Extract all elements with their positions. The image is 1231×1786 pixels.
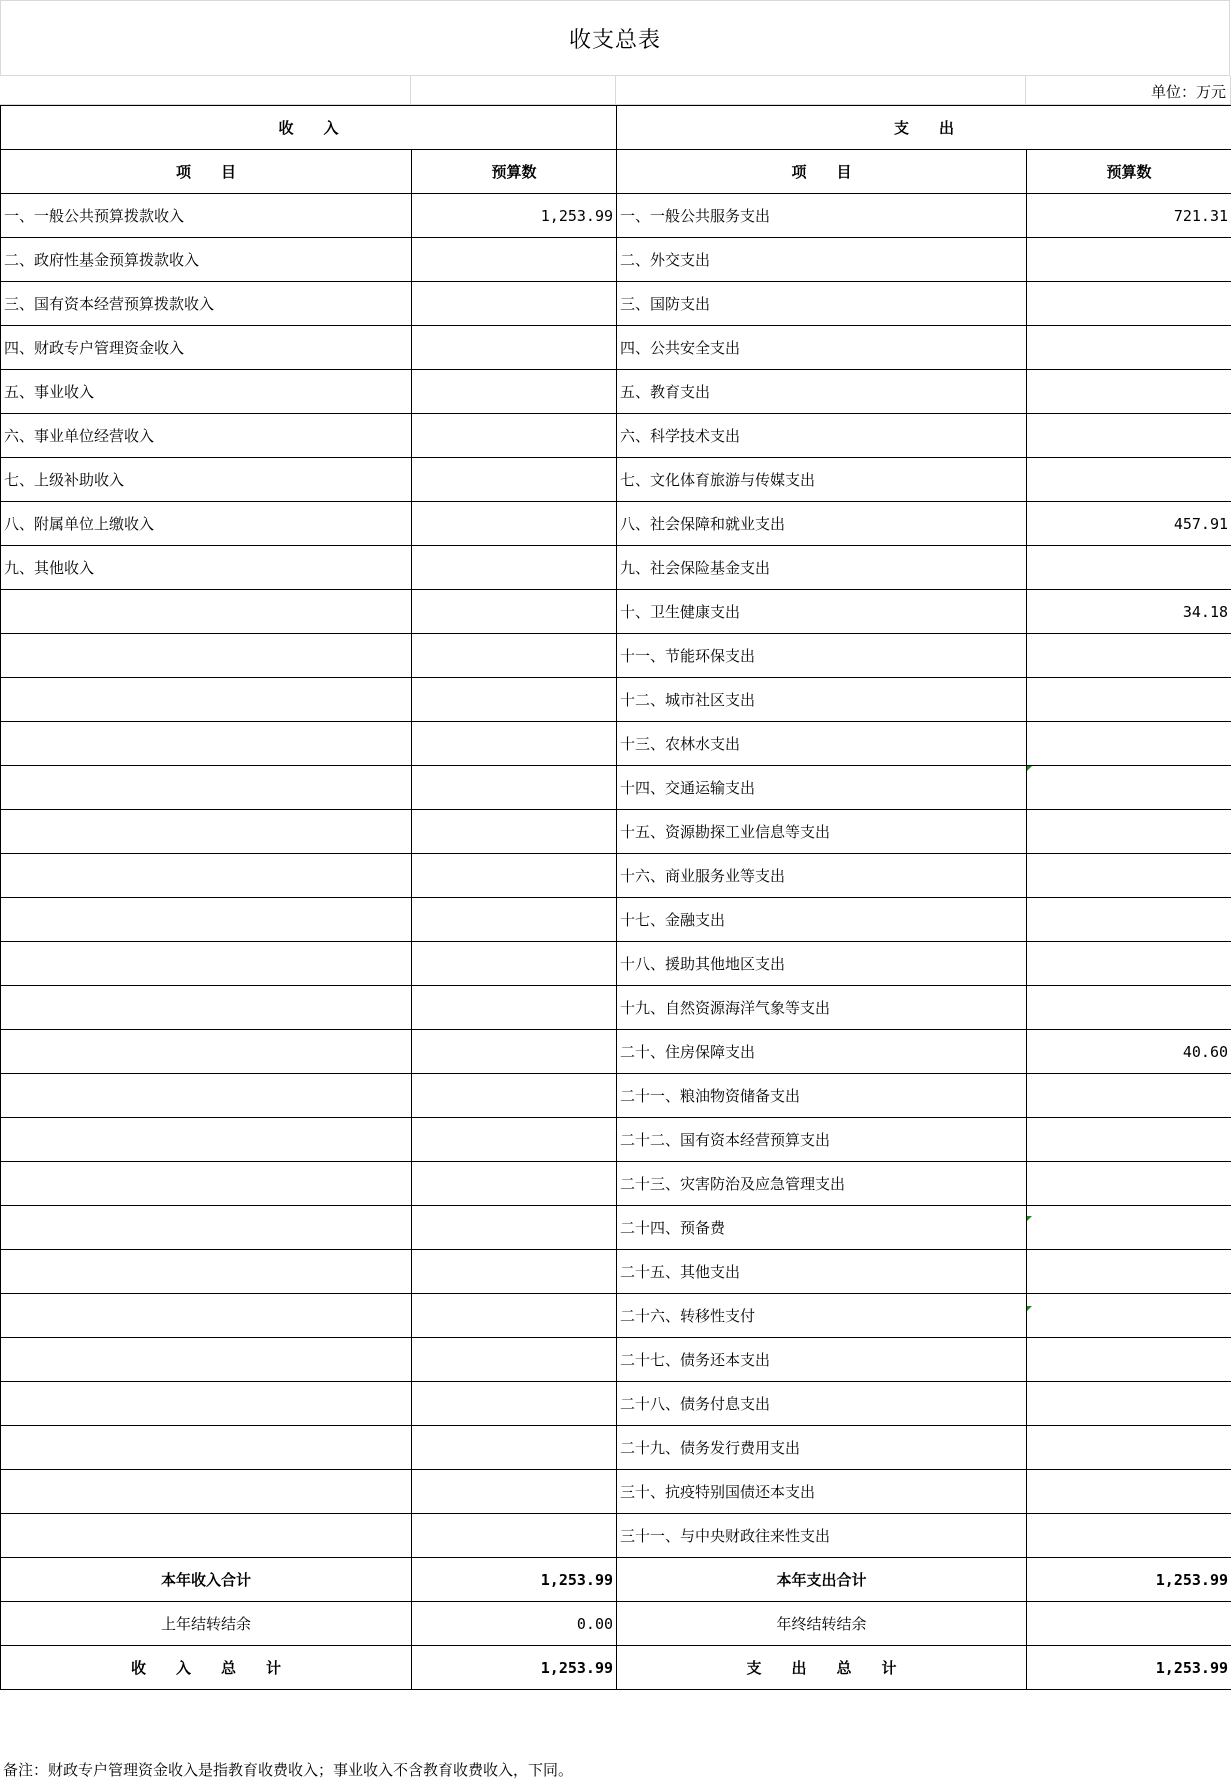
table-row [1, 546, 1231, 590]
income-value-cell[interactable] [412, 766, 617, 810]
income-value-cell[interactable] [412, 1118, 617, 1162]
expense-value-cell[interactable] [1027, 1162, 1231, 1206]
income-item-cell[interactable] [1, 898, 412, 942]
expense-item-cell[interactable]: 二十八、债务付息支出 [617, 1382, 1027, 1426]
table-row [1, 1162, 1231, 1206]
expense-item-cell[interactable]: 十、卫生健康支出 [617, 590, 1027, 634]
income-value-cell[interactable]: 1,253.99 [412, 194, 617, 238]
income-item-cell[interactable] [1, 634, 412, 678]
table-row [1, 1118, 1231, 1162]
income-total-label: 收 入 总 计 [1, 1646, 412, 1690]
income-item-cell[interactable] [1, 1162, 412, 1206]
expense-value-cell[interactable] [1027, 986, 1231, 1030]
expense-value-cell[interactable] [1027, 634, 1231, 678]
income-item-header: 项 目 [1, 150, 412, 194]
income-item-cell[interactable] [1, 1074, 412, 1118]
expense-value-cell[interactable] [1027, 1074, 1231, 1118]
empty-cell [616, 76, 1026, 105]
income-item-cell[interactable]: 四、财政专户管理资金收入 [1, 326, 412, 370]
income-item-cell[interactable] [1, 1294, 412, 1338]
expense-item-cell[interactable]: 十七、金融支出 [617, 898, 1027, 942]
expense-item-cell[interactable]: 十三、农林水支出 [617, 722, 1027, 766]
income-item-cell[interactable]: 二、政府性基金预算拨款收入 [1, 238, 412, 282]
income-item-cell[interactable]: 八、附属单位上缴收入 [1, 502, 412, 546]
expense-value-cell[interactable] [1027, 1206, 1231, 1250]
income-item-cell[interactable] [1, 678, 412, 722]
unit-row [0, 76, 1231, 105]
income-value-cell[interactable] [412, 370, 617, 414]
table-row [1, 282, 1231, 326]
expense-value-cell[interactable] [1027, 1426, 1231, 1470]
expense-item-cell[interactable]: 十五、资源勘探工业信息等支出 [617, 810, 1027, 854]
income-value-cell[interactable] [412, 414, 617, 458]
expense-value-cell[interactable] [1027, 1338, 1231, 1382]
income-item-cell[interactable] [1, 986, 412, 1030]
income-value-cell[interactable] [412, 1030, 617, 1074]
income-item-cell[interactable] [1, 942, 412, 986]
expense-item-cell[interactable]: 十八、援助其他地区支出 [617, 942, 1027, 986]
income-item-cell[interactable]: 一、一般公共预算拨款收入 [1, 194, 412, 238]
expense-value-cell[interactable] [1027, 1514, 1231, 1558]
expense-item-cell[interactable]: 七、文化体育旅游与传媒支出 [617, 458, 1027, 502]
year-expense-label: 本年支出合计 [617, 1558, 1027, 1602]
income-value-cell[interactable] [412, 546, 617, 590]
expense-item-header: 项 目 [617, 150, 1027, 194]
income-item-cell[interactable] [1, 766, 412, 810]
income-item-cell[interactable] [1, 590, 412, 634]
income-value-cell[interactable] [412, 1206, 617, 1250]
expense-value-cell[interactable] [1027, 854, 1231, 898]
expense-item-cell[interactable]: 六、科学技术支出 [617, 414, 1027, 458]
table-row [1, 1250, 1231, 1294]
empty-cell [411, 76, 616, 105]
expense-total-label: 支 出 总 计 [617, 1646, 1027, 1690]
expense-value-cell[interactable] [1027, 370, 1231, 414]
expense-value-cell[interactable] [1027, 238, 1231, 282]
expense-value-cell[interactable] [1027, 1118, 1231, 1162]
expense-item-cell[interactable]: 二十九、债务发行费用支出 [617, 1426, 1027, 1470]
expense-value-cell[interactable] [1027, 678, 1231, 722]
expense-item-cell[interactable]: 十九、自然资源海洋气象等支出 [617, 986, 1027, 1030]
year-expense-value[interactable]: 1,253.99 [1027, 1558, 1231, 1602]
table-row [1, 1382, 1231, 1426]
year-income-value[interactable]: 1,253.99 [412, 1558, 617, 1602]
expense-item-cell[interactable]: 二十二、国有资本经营预算支出 [617, 1118, 1027, 1162]
table-row [1, 810, 1231, 854]
income-item-cell[interactable]: 九、其他收入 [1, 546, 412, 590]
income-item-cell[interactable] [1, 810, 412, 854]
income-item-cell[interactable] [1, 854, 412, 898]
expense-value-cell[interactable]: 34.18 [1027, 590, 1231, 634]
income-item-cell[interactable] [1, 722, 412, 766]
budget-table [0, 105, 1231, 1690]
expense-item-cell[interactable]: 二十四、预备费 [617, 1206, 1027, 1250]
table-row [1, 766, 1231, 810]
expense-value-cell[interactable] [1027, 458, 1231, 502]
income-total-value[interactable]: 1,253.99 [412, 1646, 617, 1690]
income-value-cell[interactable] [412, 898, 617, 942]
carry-over-row [1, 1602, 1231, 1646]
income-item-cell[interactable] [1, 1250, 412, 1294]
table-row [1, 1338, 1231, 1382]
income-value-cell[interactable] [412, 502, 617, 546]
income-value-cell[interactable] [412, 1162, 617, 1206]
expense-value-cell[interactable]: 40.60 [1027, 1030, 1231, 1074]
income-item-cell[interactable]: 六、事业单位经营收入 [1, 414, 412, 458]
income-value-cell[interactable] [412, 986, 617, 1030]
table-row [1, 1426, 1231, 1470]
income-value-cell[interactable] [412, 810, 617, 854]
expense-value-cell[interactable] [1027, 942, 1231, 986]
unit-label: 单位：万元 [1150, 83, 1226, 101]
carry-out-label: 年终结转结余 [617, 1602, 1027, 1646]
table-row [1, 326, 1231, 370]
expense-item-cell[interactable]: 二、外交支出 [617, 238, 1027, 282]
income-value-cell[interactable] [412, 722, 617, 766]
income-value-cell[interactable] [412, 1382, 617, 1426]
income-item-cell[interactable]: 三、国有资本经营预算拨款收入 [1, 282, 412, 326]
expense-value-cell[interactable] [1027, 898, 1231, 942]
expense-item-cell[interactable]: 四、公共安全支出 [617, 326, 1027, 370]
expense-item-cell[interactable]: 三十、抗疫特别国债还本支出 [617, 1470, 1027, 1514]
expense-value-cell[interactable] [1027, 1250, 1231, 1294]
income-value-cell[interactable] [412, 1250, 617, 1294]
expense-value-cell[interactable]: 457.91 [1027, 502, 1231, 546]
expense-item-cell[interactable]: 十一、节能环保支出 [617, 634, 1027, 678]
table-row [1, 1206, 1231, 1250]
income-value-cell[interactable] [412, 942, 617, 986]
footnote: 备注：财政专户管理资金收入是指教育收费收入；事业收入不含教育收费收入，下同。 [3, 1761, 574, 1779]
income-value-cell[interactable] [412, 238, 617, 282]
expense-item-cell[interactable]: 五、教育支出 [617, 370, 1027, 414]
carry-out-value[interactable] [1027, 1602, 1231, 1646]
income-item-cell[interactable] [1, 1206, 412, 1250]
table-row [1, 590, 1231, 634]
table-row [1, 1470, 1231, 1514]
expense-item-cell[interactable]: 二十五、其他支出 [617, 1250, 1027, 1294]
expense-item-cell[interactable]: 十二、城市社区支出 [617, 678, 1027, 722]
unit-cell [1026, 76, 1231, 105]
expense-value-cell[interactable] [1027, 326, 1231, 370]
expense-item-cell[interactable]: 二十一、粮油物资储备支出 [617, 1074, 1027, 1118]
income-value-cell[interactable] [412, 458, 617, 502]
expense-item-cell[interactable]: 三十一、与中央财政往来性支出 [617, 1514, 1027, 1558]
expense-section-header: 支 出 [617, 106, 1231, 150]
income-section-header: 收 入 [1, 106, 617, 150]
income-item-cell[interactable] [1, 1118, 412, 1162]
expense-item-cell[interactable]: 十六、商业服务业等支出 [617, 854, 1027, 898]
income-item-cell[interactable] [1, 1382, 412, 1426]
income-value-cell[interactable] [412, 590, 617, 634]
expense-budget-header: 预算数 [1027, 150, 1231, 194]
comment-indicator-icon [1027, 766, 1032, 771]
table-row [1, 414, 1231, 458]
table-row [1, 194, 1231, 238]
expense-item-cell[interactable]: 二十七、债务还本支出 [617, 1338, 1027, 1382]
table-row [1, 678, 1231, 722]
income-item-cell[interactable] [1, 1338, 412, 1382]
table-row [1, 986, 1231, 1030]
expense-value-cell[interactable] [1027, 1294, 1231, 1338]
carry-in-value[interactable]: 0.00 [412, 1602, 617, 1646]
table-row [1, 898, 1231, 942]
expense-item-cell[interactable]: 八、社会保障和就业支出 [617, 502, 1027, 546]
table-row [1, 238, 1231, 282]
year-total-row [1, 1558, 1231, 1602]
income-value-cell[interactable] [412, 678, 617, 722]
expense-value-cell[interactable] [1027, 1382, 1231, 1426]
table-row [1, 370, 1231, 414]
income-value-cell[interactable] [412, 1470, 617, 1514]
expense-item-cell[interactable]: 九、社会保险基金支出 [617, 546, 1027, 590]
expense-value-cell[interactable] [1027, 282, 1231, 326]
income-value-cell[interactable] [412, 282, 617, 326]
year-income-label: 本年收入合计 [1, 1558, 412, 1602]
expense-item-cell[interactable]: 一、一般公共服务支出 [617, 194, 1027, 238]
table-row [1, 942, 1231, 986]
expense-item-cell[interactable]: 二十三、灾害防治及应急管理支出 [617, 1162, 1027, 1206]
expense-value-cell[interactable] [1027, 810, 1231, 854]
table-row [1, 1294, 1231, 1338]
income-value-cell[interactable] [412, 1338, 617, 1382]
expense-value-cell[interactable] [1027, 546, 1231, 590]
empty-cell [0, 76, 411, 105]
table-row [1, 502, 1231, 546]
table-row [1, 854, 1231, 898]
table-row [1, 634, 1231, 678]
income-value-cell[interactable] [412, 1514, 617, 1558]
comment-indicator-icon [1027, 1216, 1032, 1221]
expense-item-cell[interactable]: 二十六、转移性支付 [617, 1294, 1027, 1338]
income-value-cell[interactable] [412, 854, 617, 898]
expense-item-cell[interactable]: 十四、交通运输支出 [617, 766, 1027, 810]
table-row [1, 458, 1231, 502]
income-budget-header: 预算数 [412, 150, 617, 194]
income-value-cell[interactable] [412, 1294, 617, 1338]
expense-total-value[interactable]: 1,253.99 [1027, 1646, 1231, 1690]
section-header-row [1, 106, 1231, 150]
table-row [1, 722, 1231, 766]
income-item-cell[interactable] [1, 1514, 412, 1558]
income-item-cell[interactable] [1, 1030, 412, 1074]
sheet-title: 收支总表 [0, 0, 1230, 76]
expense-value-cell[interactable]: 721.31 [1027, 194, 1231, 238]
expense-item-cell[interactable]: 二十、住房保障支出 [617, 1030, 1027, 1074]
expense-value-cell[interactable] [1027, 722, 1231, 766]
income-item-cell[interactable] [1, 1426, 412, 1470]
expense-value-cell[interactable] [1027, 414, 1231, 458]
income-value-cell[interactable] [412, 326, 617, 370]
grand-total-row [1, 1646, 1231, 1690]
expense-value-cell[interactable] [1027, 1470, 1231, 1514]
income-value-cell[interactable] [412, 1426, 617, 1470]
table-row [1, 1074, 1231, 1118]
carry-in-label: 上年结转结余 [1, 1602, 412, 1646]
comment-indicator-icon [1027, 1306, 1032, 1311]
expense-value-cell[interactable] [1027, 766, 1231, 810]
income-value-cell[interactable] [412, 634, 617, 678]
column-header-row [1, 150, 1231, 194]
expense-item-cell[interactable]: 三、国防支出 [617, 282, 1027, 326]
income-item-cell[interactable] [1, 1470, 412, 1514]
income-item-cell[interactable]: 七、上级补助收入 [1, 458, 412, 502]
table-row [1, 1514, 1231, 1558]
income-value-cell[interactable] [412, 1074, 617, 1118]
income-item-cell[interactable]: 五、事业收入 [1, 370, 412, 414]
table-row [1, 1030, 1231, 1074]
